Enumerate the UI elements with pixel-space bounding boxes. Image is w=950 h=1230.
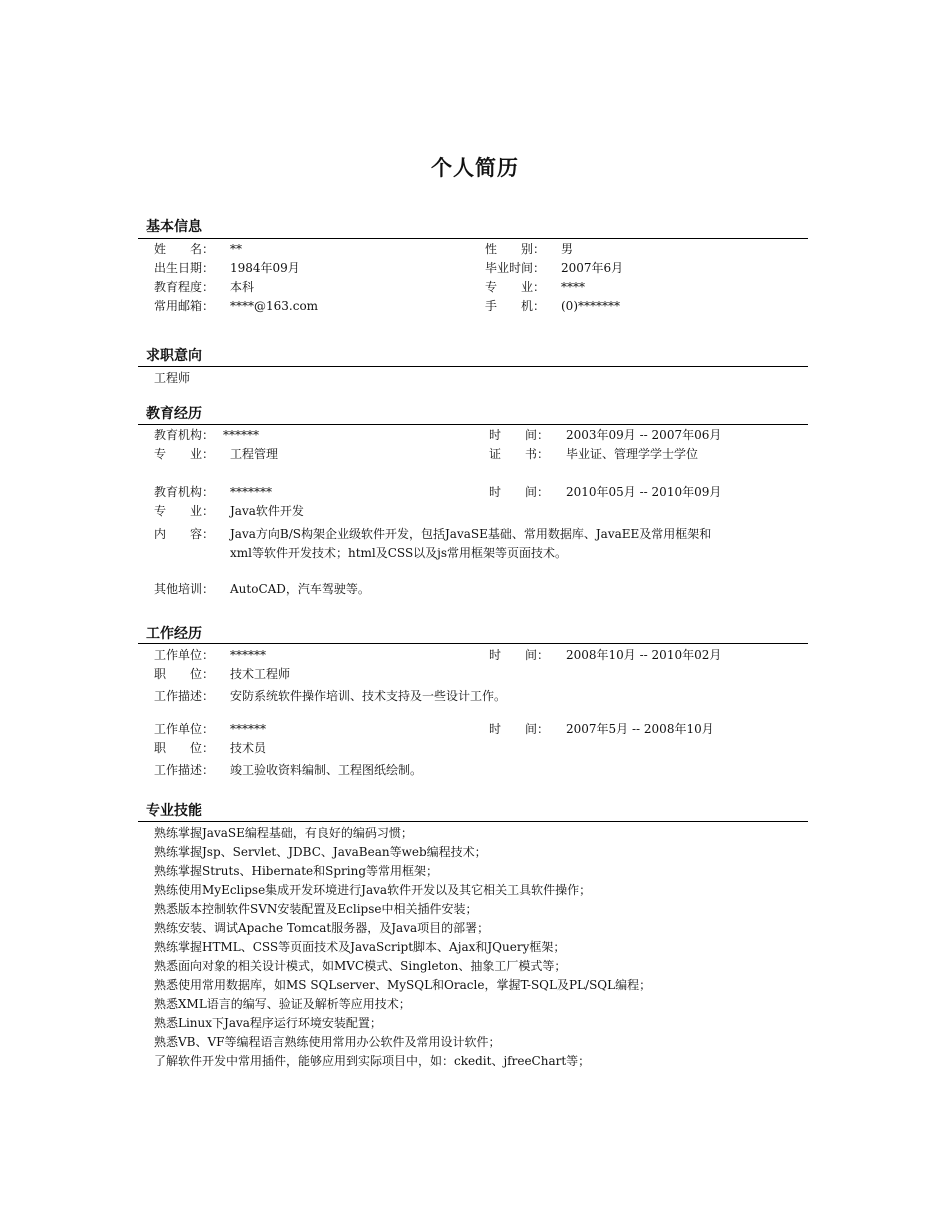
edu1-time-value: 2003年09月 -- 2007年06月 — [566, 428, 722, 442]
major-label: 专 业： — [485, 280, 546, 294]
edu1-major-value: 工程管理 — [230, 447, 279, 461]
job2-time-value: 2007年5月 -- 2008年10月 — [566, 722, 714, 736]
edu2-org-value: ******* — [230, 485, 272, 499]
birth-label: 出生日期： — [154, 261, 215, 275]
job2-position-value: 技术员 — [230, 741, 267, 755]
gender-value: 男 — [561, 242, 574, 256]
edu1-time-label: 时 间： — [489, 428, 550, 442]
edu2-major-label: 专 业： — [154, 504, 215, 518]
edu2-content-line1: Java方向B/S构架企业级软件开发，包括JavaSE基础、常用数据库、JavaEE及常用框架和 — [230, 527, 712, 541]
job1-unit-label: 工作单位： — [154, 648, 215, 662]
edu2-major-value: Java软件开发 — [230, 504, 304, 518]
edu2-time-label: 时 间： — [489, 485, 550, 499]
other-training-label: 其他培训： — [154, 582, 215, 596]
gender-label: 性 别： — [485, 242, 546, 256]
edu2-org-label: 教育机构： — [154, 485, 215, 499]
skill-item: 熟悉VB、VF等编程语言熟练使用常用办公软件及常用设计软件； — [154, 1035, 501, 1049]
phone-label: 手 机： — [485, 299, 546, 313]
name-value: ** — [230, 242, 242, 256]
section-heading-skills: 专业技能 — [146, 803, 202, 819]
skill-item: 熟练掌握Jsp、Servlet、JDBC、JavaBean等web编程技术； — [154, 845, 487, 859]
section-heading-basic: 基本信息 — [146, 219, 202, 235]
section-divider — [138, 366, 808, 367]
graduation-label: 毕业时间： — [485, 261, 546, 275]
job1-position-value: 技术工程师 — [230, 667, 291, 681]
job1-time-label: 时 间： — [489, 648, 550, 662]
section-divider — [138, 424, 808, 425]
skill-item: 了解软件开发中常用插件，能够应用到实际项目中，如：ckedit、jfreeChart等； — [154, 1054, 591, 1068]
education-level-label: 教育程度： — [154, 280, 215, 294]
section-heading-work: 工作经历 — [146, 626, 202, 642]
skill-item: 熟练掌握JavaSE编程基础，有良好的编码习惯； — [154, 826, 413, 840]
edu1-org-value: ****** — [223, 428, 259, 442]
skill-item: 熟悉使用常用数据库，如MS SQLserver、MySQL和Oracle，掌握T-SQL及PL/SQL编程； — [154, 978, 652, 992]
intent-value: 工程师 — [154, 371, 191, 385]
skill-item: 熟练掌握HTML、CSS等页面技术及JavaScript脚本、Ajax和JQuery框架； — [154, 940, 566, 954]
edu1-cert-label: 证 书： — [489, 447, 550, 461]
edu1-major-label: 专 业： — [154, 447, 215, 461]
job1-time-value: 2008年10月 -- 2010年02月 — [566, 648, 722, 662]
job2-unit-value: ****** — [230, 722, 266, 736]
skill-item: 熟练使用MyEclipse集成开发环境进行Java软件开发以及其它相关工具软件操作； — [154, 883, 592, 897]
other-training-value: AutoCAD，汽车驾驶等。 — [230, 582, 370, 596]
edu2-content-line2: xml等软件开发技术；html及CSS以及js常用框架等页面技术。 — [230, 546, 568, 560]
email-value: ****@163.com — [230, 299, 319, 313]
section-divider — [138, 238, 808, 239]
section-heading-education: 教育经历 — [146, 406, 202, 422]
job2-time-label: 时 间： — [489, 722, 550, 736]
skill-item: 熟悉Linux下Java程序运行环境安装配置； — [154, 1016, 382, 1030]
education-level-value: 本科 — [230, 280, 255, 294]
skill-item: 熟悉XML语言的编写、验证及解析等应用技术； — [154, 997, 411, 1011]
edu1-org-label: 教育机构： — [154, 428, 215, 442]
edu1-cert-value: 毕业证、管理学学士学位 — [566, 447, 699, 461]
edu2-content-label: 内 容： — [154, 527, 215, 541]
skill-item: 熟悉版本控制软件SVN安装配置及Eclipse中相关插件安装； — [154, 902, 478, 916]
job2-position-label: 职 位： — [154, 741, 215, 755]
major-value: **** — [561, 280, 585, 294]
job1-unit-value: ****** — [230, 648, 266, 662]
job2-unit-label: 工作单位： — [154, 722, 215, 736]
name-label: 姓 名： — [154, 242, 215, 256]
section-divider — [138, 821, 808, 822]
skill-item: 熟练安装、调试Apache Tomcat服务器，及Java项目的部署； — [154, 921, 490, 935]
edu2-time-value: 2010年05月 -- 2010年09月 — [566, 485, 722, 499]
skill-item: 熟悉面向对象的相关设计模式，如MVC模式、Singleton、抽象工厂模式等； — [154, 959, 567, 973]
job1-desc-value: 安防系统软件操作培训、技术支持及一些设计工作。 — [230, 689, 507, 703]
section-divider — [138, 643, 808, 644]
job1-desc-label: 工作描述： — [154, 689, 215, 703]
phone-value: (0)******* — [561, 299, 620, 313]
page-title: 个人简历 — [431, 156, 519, 180]
job1-position-label: 职 位： — [154, 667, 215, 681]
graduation-value: 2007年6月 — [561, 261, 624, 275]
job2-desc-value: 竣工验收资料编制、工程图纸绘制。 — [230, 763, 423, 777]
job2-desc-label: 工作描述： — [154, 763, 215, 777]
email-label: 常用邮箱： — [154, 299, 215, 313]
section-heading-intent: 求职意向 — [146, 348, 202, 364]
skill-item: 熟练掌握Struts、Hibernate和Spring等常用框架； — [154, 864, 439, 878]
birth-value: 1984年09月 — [230, 261, 300, 275]
